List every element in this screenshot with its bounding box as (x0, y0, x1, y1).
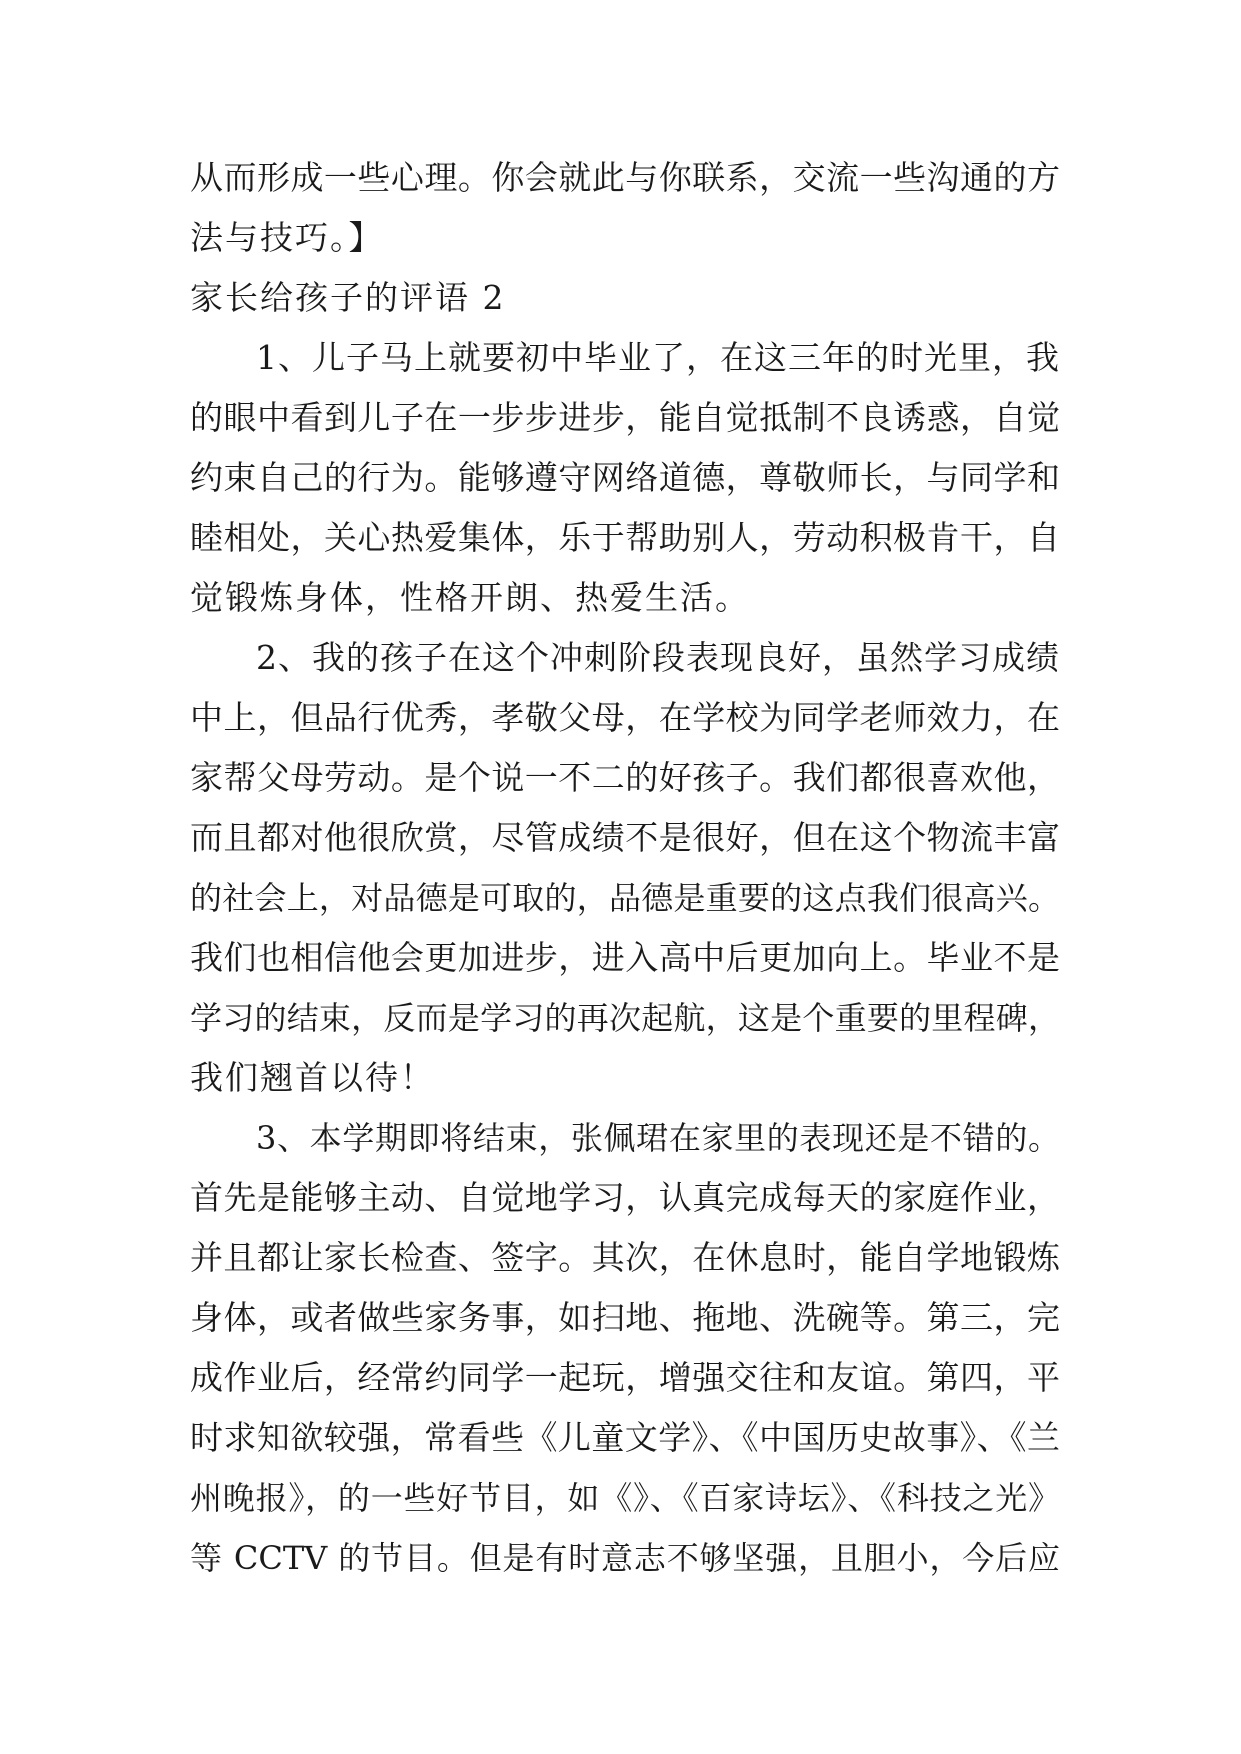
text-line: 睦相处，关心热爱集体，乐于帮助别人，劳动积极肯干，自 (190, 518, 1060, 557)
text-line: 家帮父母劳动。是个说一不二的好孩子。我们都很喜欢他， (190, 758, 1060, 797)
text-line: 州晚报》，的一些好节目，如《》、《百家诗坛》、《科技之光》 (190, 1479, 1060, 1517)
text-line: 觉锻炼身体，性格开朗、热爱生活。 (190, 578, 750, 617)
text-line: 而且都对他很欣赏，尽管成绩不是很好，但在这个物流丰富 (190, 818, 1060, 857)
text-line: 法与技巧。】 (190, 218, 384, 257)
paragraph-first-line: 1、儿子马上就要初中毕业了，在这三年的时光里，我 (256, 338, 1060, 377)
text-line: 我们也相信他会更加进步，进入高中后更加向上。毕业不是 (190, 938, 1060, 977)
text-line: 成作业后，经常约同学一起玩，增强交往和友谊。第四，平 (190, 1358, 1060, 1397)
text-line: 并且都让家长检查、签字。其次，在休息时，能自学地锻炼 (190, 1238, 1060, 1277)
text-line: 等 CCTV 的节目。但是有时意志不够坚强，且胆小，今后应 (190, 1539, 1060, 1577)
paragraph-first-line: 2、我的孩子在这个冲刺阶段表现良好，虽然学习成绩 (256, 638, 1060, 677)
text-line: 的社会上，对品德是可取的，品德是重要的这点我们很高兴。 (190, 879, 1060, 917)
text-line: 的眼中看到儿子在一步步进步，能自觉抵制不良诱惑，自觉 (190, 398, 1060, 437)
text-line: 学习的结束，反而是学习的再次起航，这是个重要的里程碑， (190, 999, 1060, 1037)
text-line: 时求知欲较强，常看些《儿童文学》、《中国历史故事》、《兰 (190, 1418, 1060, 1457)
paragraph-first-line: 3、本学期即将结束，张佩珺在家里的表现还是不错的。 (256, 1119, 1060, 1157)
text-line: 我们翘首以待！ (190, 1058, 435, 1097)
text-line: 从而形成一些心理。你会就此与你联系，交流一些沟通的方 (190, 158, 1060, 197)
text-line: 中上，但品行优秀，孝敬父母，在学校为同学老师效力，在 (190, 698, 1060, 737)
text-line: 首先是能够主动、自觉地学习，认真完成每天的家庭作业， (190, 1178, 1060, 1217)
section-heading: 家长给孩子的评语 2 (190, 278, 506, 317)
text-line: 约束自己的行为。能够遵守网络道德，尊敬师长，与同学和 (190, 458, 1060, 497)
text-line: 身体，或者做些家务事，如扫地、拖地、洗碗等。第三，完 (190, 1298, 1060, 1337)
